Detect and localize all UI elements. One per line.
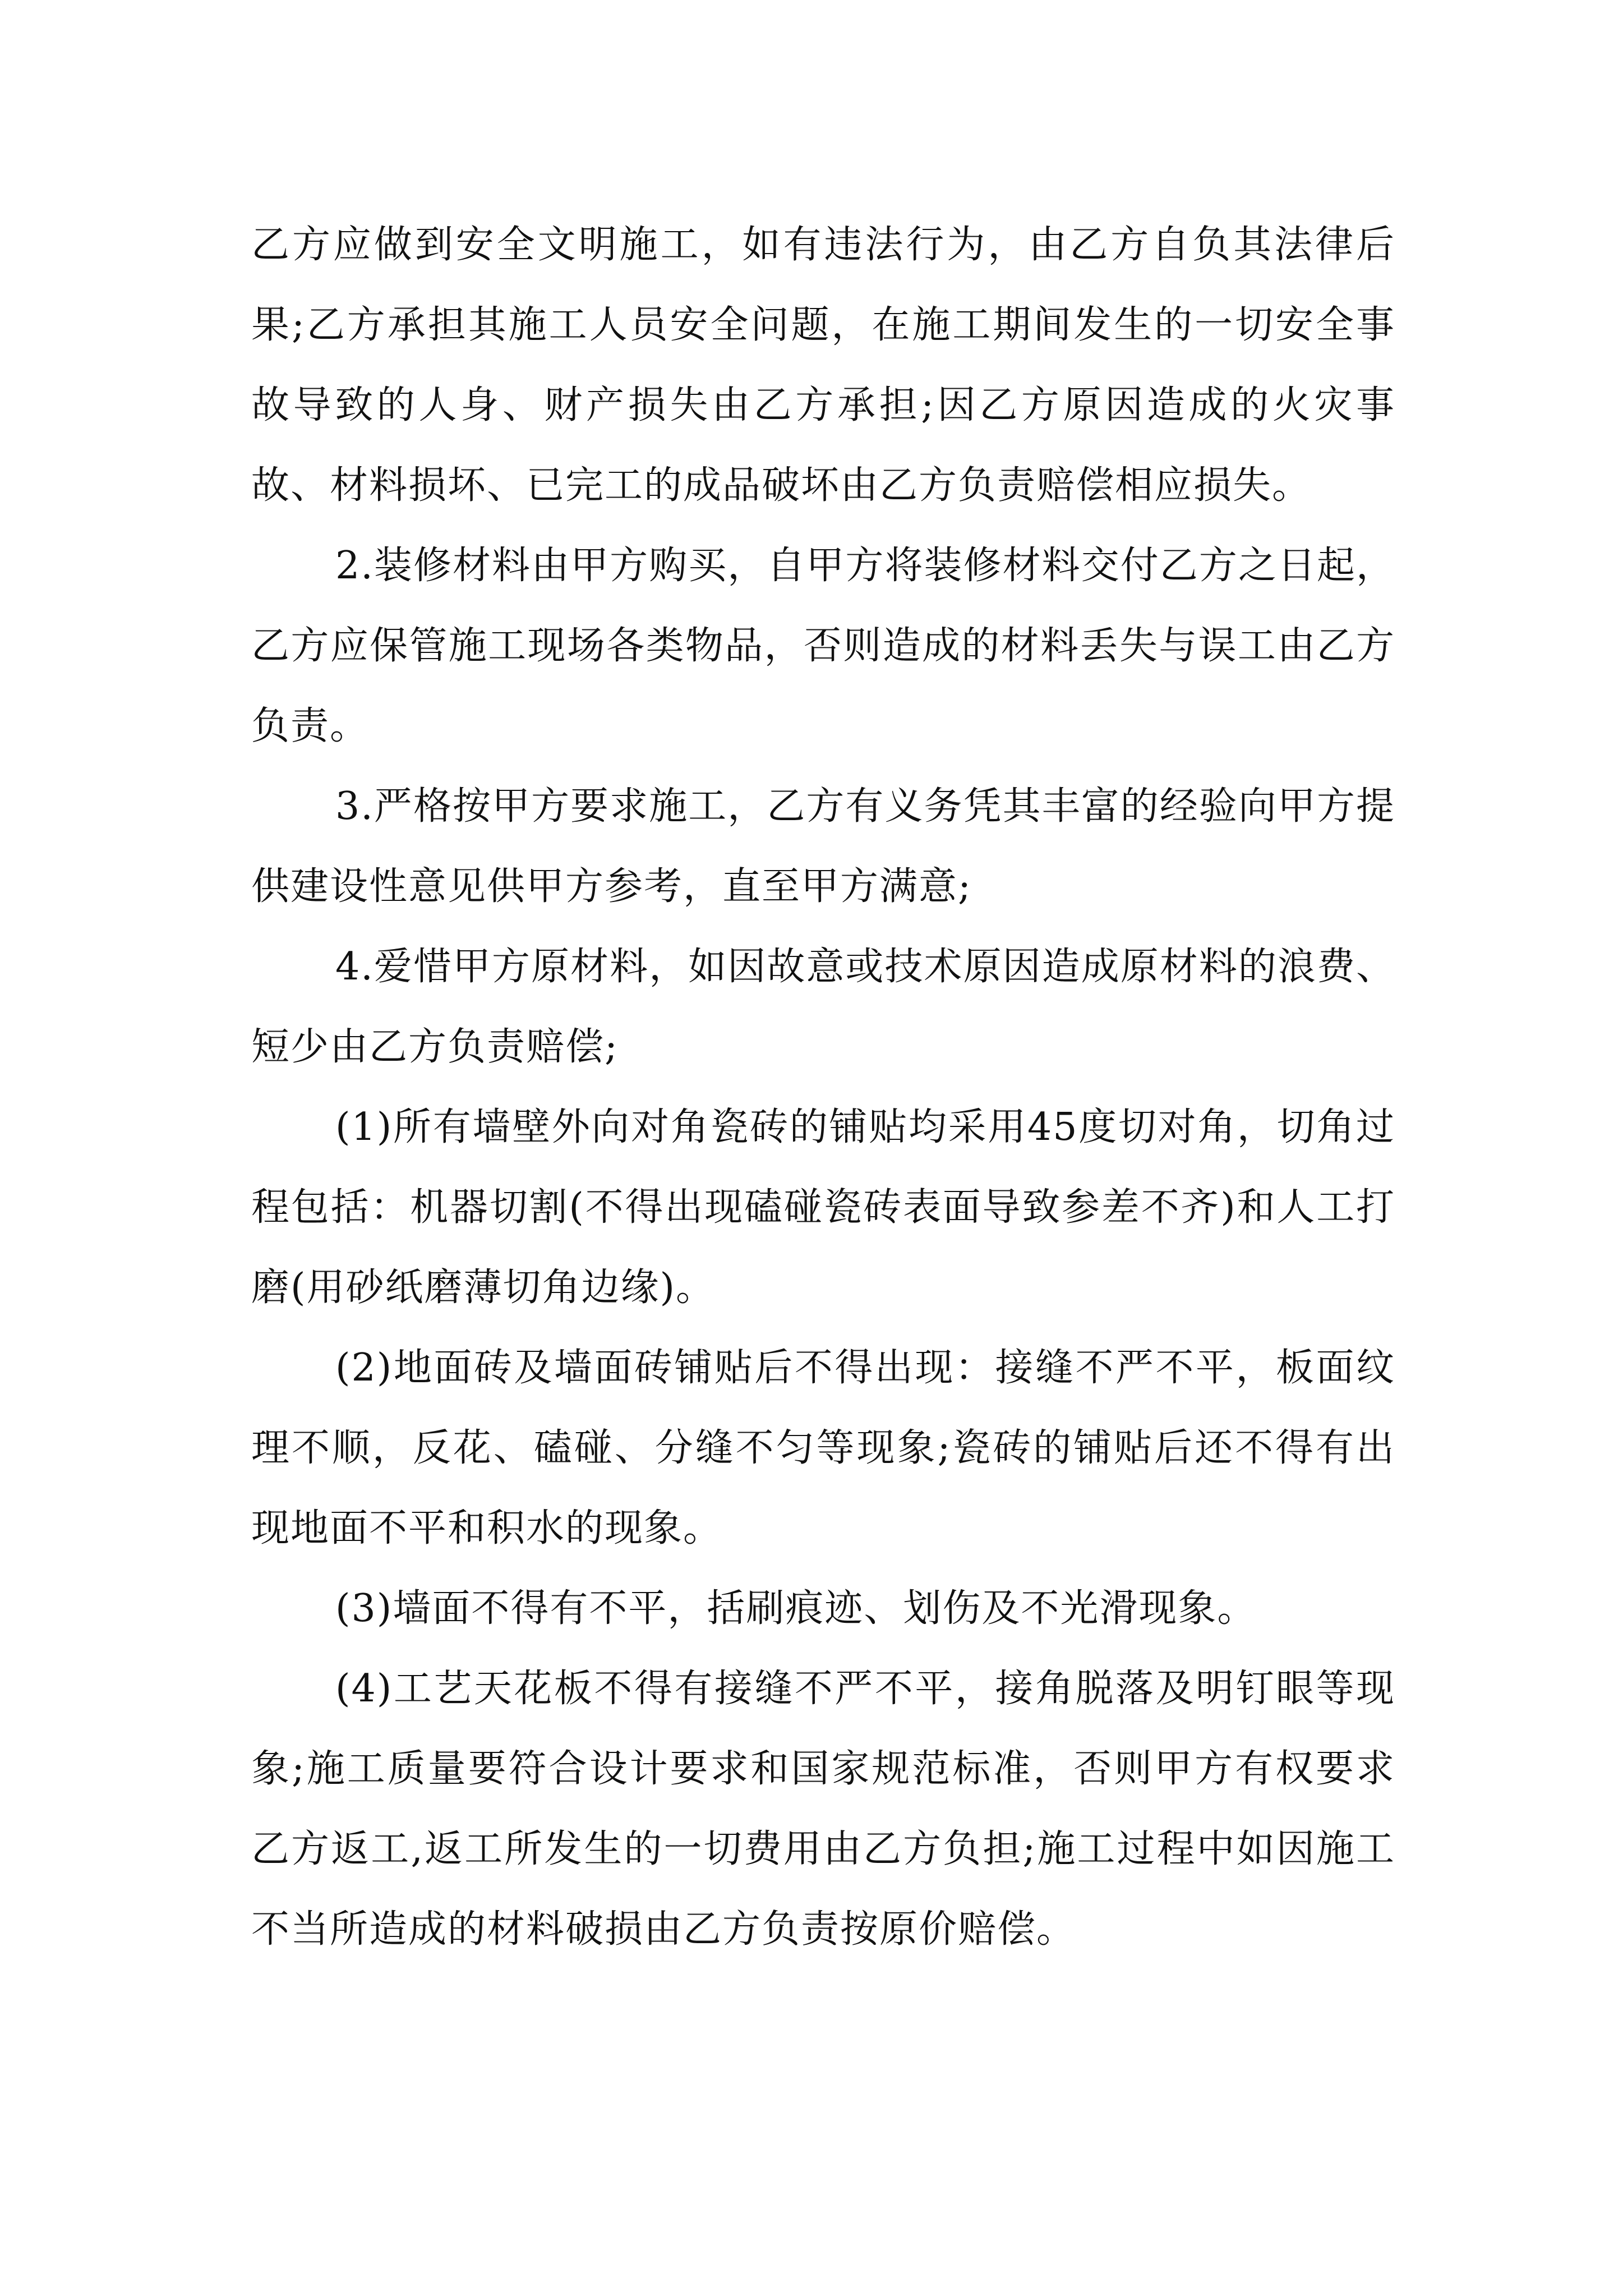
paragraph-subitem-2: (2)地面砖及墙面砖铺贴后不得出现：接缝不严不平，板面纹理不顺，反花、磕碰、分缝不匀等现象;瓷砖的铺贴后还不得有出现地面不平和积水的现象。 xyxy=(251,1346,1395,1550)
paragraph-subitem-4: (4)工艺天花板不得有接缝不严不平，接角脱落及明钉眼等现象;施工质量要符合设计要求和国家规范标准，否则甲方有权要求乙方返工,返工所发生的一切费用由乙方负担;施工过程中如因施工不当所造成的材料破损由乙方负责按原价赔偿。 xyxy=(251,1667,1395,1952)
paragraph-subitem-3: (3)墙面不得有不平，括刷痕迹、划伤及不光滑现象。 xyxy=(335,1586,1257,1631)
document-body xyxy=(251,205,1395,1970)
paragraph-item-4: 4.爱惜甲方原材料，如因故意或技术原因造成原材料的浪费、短少由乙方负责赔偿; xyxy=(251,945,1395,1069)
paragraph-item-3: 3.严格按甲方要求施工，乙方有义务凭其丰富的经验向甲方提供建设性意见供甲方参考，直至甲方满意; xyxy=(251,784,1395,909)
paragraph-safety-liability: 乙方应做到安全文明施工，如有违法行为，由乙方自负其法律后果;乙方承担其施工人员安全问题，在施工期间发生的一切安全事故导致的人身、财产损失由乙方承担;因乙方原因造成的火灾事故、材料损坏、已完工的成品破坏由乙方负责赔偿相应损失。 xyxy=(251,223,1395,508)
paragraph-item-2: 2.装修材料由甲方购买，自甲方将装修材料交付乙方之日起，乙方应保管施工现场各类物品，否则造成的材料丢失与误工由乙方负责。 xyxy=(251,544,1395,748)
paragraph-subitem-1: (1)所有墙壁外向对角瓷砖的铺贴均采用45度切对角，切角过程包括：机器切割(不得出现磕碰瓷砖表面导致参差不齐)和人工打磨(用砂纸磨薄切角边缘)。 xyxy=(251,1105,1395,1310)
